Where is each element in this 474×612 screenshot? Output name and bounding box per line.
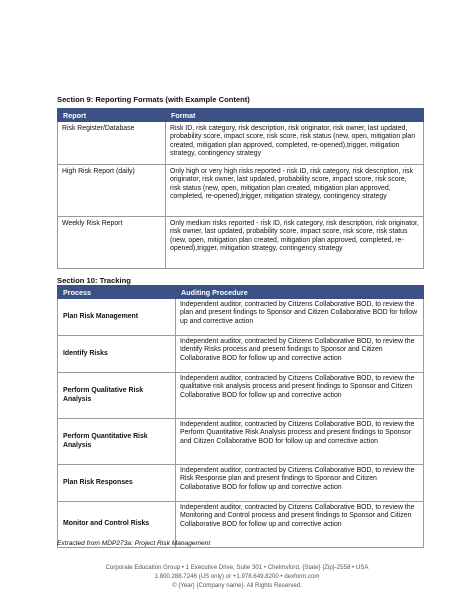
report-format: Only medium risks reported - risk ID, risk category, risk description, risk originator, risk owner, last updated, probability score, impact score, risk score, risk status (new, open, mitigation plan created, mitigation plan approved, completed, re-opened),trigger, mitigation strategy, contingency strategy <box>166 217 424 269</box>
section10-title: Section 10: Tracking <box>57 276 131 285</box>
process-name: Perform Quantitative Risk Analysis <box>58 419 176 465</box>
reporting-formats-table <box>57 108 424 269</box>
process-name: Perform Qualitative Risk Analysis <box>58 373 176 419</box>
column-header-process: Process <box>58 286 176 299</box>
auditing-procedure: Independent auditor, contracted by Citizens Collaborative BOD, to review the Monitoring and Control process and present findings to Sponsor and Citizen Collaborative BOD for follow up and corrective action <box>176 502 424 548</box>
footer-contact: 1.800.288.7246 (US only) or +1.978.649.8200 • dexform.com <box>154 573 320 580</box>
auditing-procedure: Independent auditor, contracted by Citizens Collaborative BOD, to review the qualitative risk analysis process and present findings to Sponsor and Citizen Collaborative BOD for follow up and corrective action <box>176 373 424 419</box>
auditing-procedure: Independent auditor, contracted by Citizens Collaborative BOD, to review the Risk Response plan and present findings to Sponsor and Citizen Collaborative BOD for follow up and corrective action <box>176 465 424 502</box>
report-name: Risk Register/Database <box>58 122 166 165</box>
report-format: Risk ID, risk category, risk description, risk originator, risk owner, last updated, probability score, impact score, risk score, risk status (new, open, mitigation plan created, mitigation plan approved, completed, re-opened),trigger, mitigation strategy, contingency strategy <box>166 122 424 165</box>
process-name: Monitor and Control Risks <box>58 502 176 548</box>
table-header-row <box>58 109 424 122</box>
table-row <box>58 419 424 465</box>
process-name: Plan Risk Responses <box>58 465 176 502</box>
table-row <box>58 165 424 217</box>
table-row <box>58 373 424 419</box>
process-name: Plan Risk Management <box>58 299 176 336</box>
footer-address: Corporate Education Group • 1 Executive Drive, Suite 301 • Chelmsford, {State} {Zip}-2558 • USA <box>105 564 369 571</box>
tracking-table <box>57 285 424 548</box>
report-name: High Risk Report (daily) <box>58 165 166 217</box>
column-header-auditing-procedure: Auditing Procedure <box>176 286 424 299</box>
report-format: Only high or very high risks reported - risk ID, risk category, risk description, risk originator, risk owner, last updated, probability score, impact score, risk score, risk status (new, open, mitigation plan created, mitigation plan approved, completed, re-opened),trigger, mitigation strategy, contingency strategy <box>166 165 424 217</box>
column-header-format: Format <box>166 109 424 122</box>
extracted-note: Extracted from MDP273a: Project Risk Management <box>57 540 211 547</box>
table-row <box>58 299 424 336</box>
table-header-row <box>58 286 424 299</box>
section9-title: Section 9: Reporting Formats (with Example Content) <box>57 95 250 104</box>
auditing-procedure: Independent auditor, contracted by Citizens Collaborative BOD, to review the Identify Risks process and present findings to Sponsor and Citizen Collaborative BOD for follow up and corrective action <box>176 336 424 373</box>
table-row <box>58 336 424 373</box>
table-row <box>58 465 424 502</box>
footer-copyright: © {Year} {Company name}. All Rights Reserved. <box>172 582 302 589</box>
table-row <box>58 217 424 269</box>
table-row <box>58 122 424 165</box>
column-header-report: Report <box>58 109 166 122</box>
report-name: Weekly Risk Report <box>58 217 166 269</box>
process-name: Identify Risks <box>58 336 176 373</box>
auditing-procedure: Independent auditor, contracted by Citizens Collaborative BOD, to review the Perform Quantitative Risk Analysis process and present findings to Sponsor and Citizen Collaborative BOD for follow up and corrective action <box>176 419 424 465</box>
auditing-procedure: Independent auditor, contracted by Citizens Collaborative BOD, to review the plan and present findings to Sponsor and Citizen Collaborative BOD for follow up and corrective action <box>176 299 424 336</box>
